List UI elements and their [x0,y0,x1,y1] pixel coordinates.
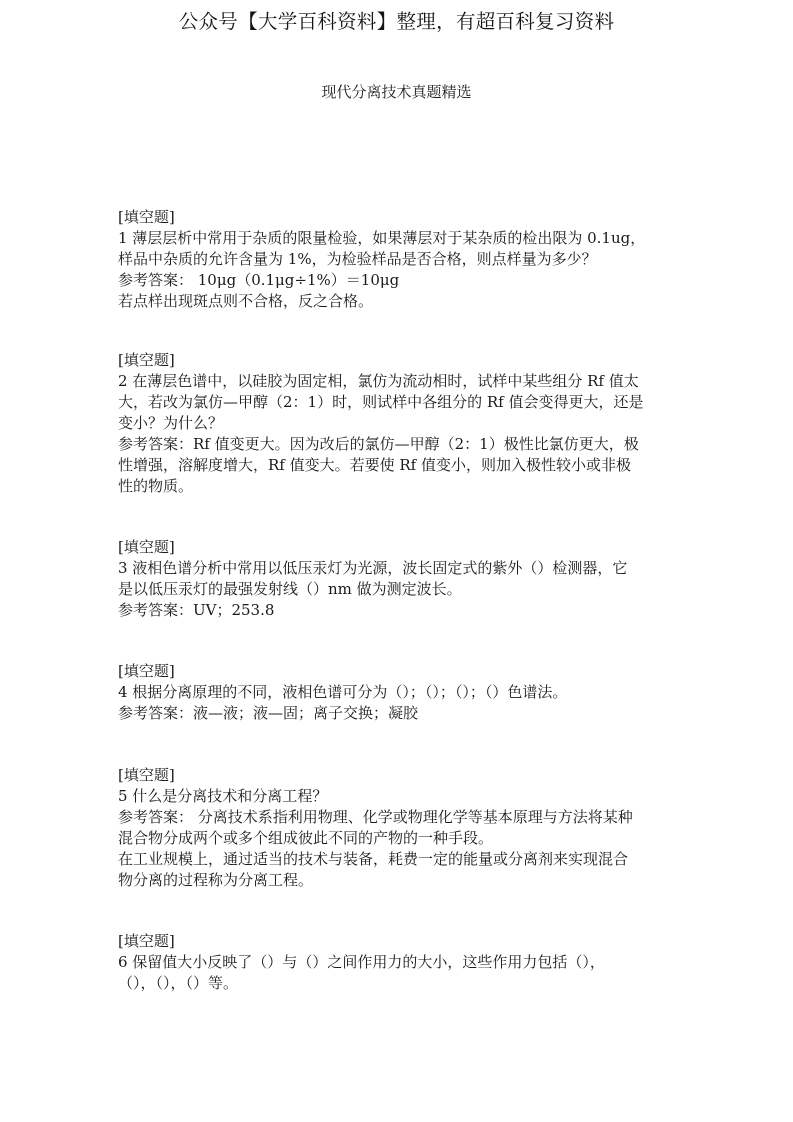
question-block-2 [118,350,678,497]
answer-text: 在工业规模上，通过适当的技术与装备，耗费一定的能量或分离剂来实现混合 [118,850,629,868]
question-block-1 [118,207,678,312]
answer-text: 参考答案： 分离技术系指利用物理、化学或物理化学等基本原理与方法将某种 [118,808,633,826]
answer-text: 参考答案：Rf 值变更大。因为改后的氯仿—甲醇（2：1）极性比氯仿更大，极 [118,435,639,453]
question-text: 变小？为什么？ [118,414,224,432]
answer-text: 参考答案：UV；253.8 [118,601,275,619]
document-title: 现代分离技术真题精选 [321,83,472,101]
question-block-5 [118,765,678,891]
question-text: 样品中杂质的允许含量为 1%，为检验样品是否合格，则点样量为多少？ [118,250,597,268]
question-type-label: [填空题] [118,351,175,369]
question-text: 4 根据分离原理的不同，液相色谱可分为（）；（）；（）；（）色谱法。 [118,683,568,701]
question-text: （），（），（）等。 [118,974,239,992]
answer-text: 参考答案： 10μg（0.1μg÷1%）＝10μg [118,271,400,289]
question-text: 3 液相色谱分析中常用以低压汞灯为光源，波长固定式的紫外（）检测器，它 [118,559,628,577]
question-block-3 [118,537,678,621]
question-text: 1 薄层层析中常用于杂质的限量检验，如果薄层对于某杂质的检出限为 0.1ug， [118,229,646,247]
question-text: 大，若改为氯仿—甲醇（2：1）时，则试样中各组分的 Rf 值会变得更大，还是 [118,393,644,411]
question-type-label: [填空题] [118,538,175,556]
answer-text: 性的物质。 [118,477,194,495]
answer-text: 混合物分成两个或多个组成彼此不同的产物的一种手段。 [118,829,494,847]
answer-text: 性增强，溶解度增大，Rf 值变大。若要使 Rf 值变小，则加入极性较小或非极 [118,456,631,474]
answer-text: 参考答案：液—液；液—固；离子交换；凝胶 [118,704,419,722]
question-block-4 [118,661,678,724]
question-block-6 [118,931,678,994]
question-type-label: [填空题] [118,208,175,226]
page-header: 公众号【大学百科资料】整理，有超百科复习资料 [178,10,615,33]
question-type-label: [填空题] [118,662,175,680]
question-type-label: [填空题] [118,932,175,950]
question-text: 6 保留值大小反映了（）与（）之间作用力的大小，这些作用力包括（）， [118,953,605,971]
question-type-label: [填空题] [118,766,175,784]
question-text: 是以低压汞灯的最强发射线（）nm 做为测定波长。 [118,580,462,598]
answer-text: 物分离的过程称为分离工程。 [118,871,314,889]
answer-text: 若点样出现斑点则不合格，反之合格。 [118,292,374,310]
question-text: 5 什么是分离技术和分离工程？ [118,787,328,805]
question-text: 2 在薄层色谱中，以硅胶为固定相，氯仿为流动相时，试样中某些组分 Rf 值太 [118,372,639,390]
